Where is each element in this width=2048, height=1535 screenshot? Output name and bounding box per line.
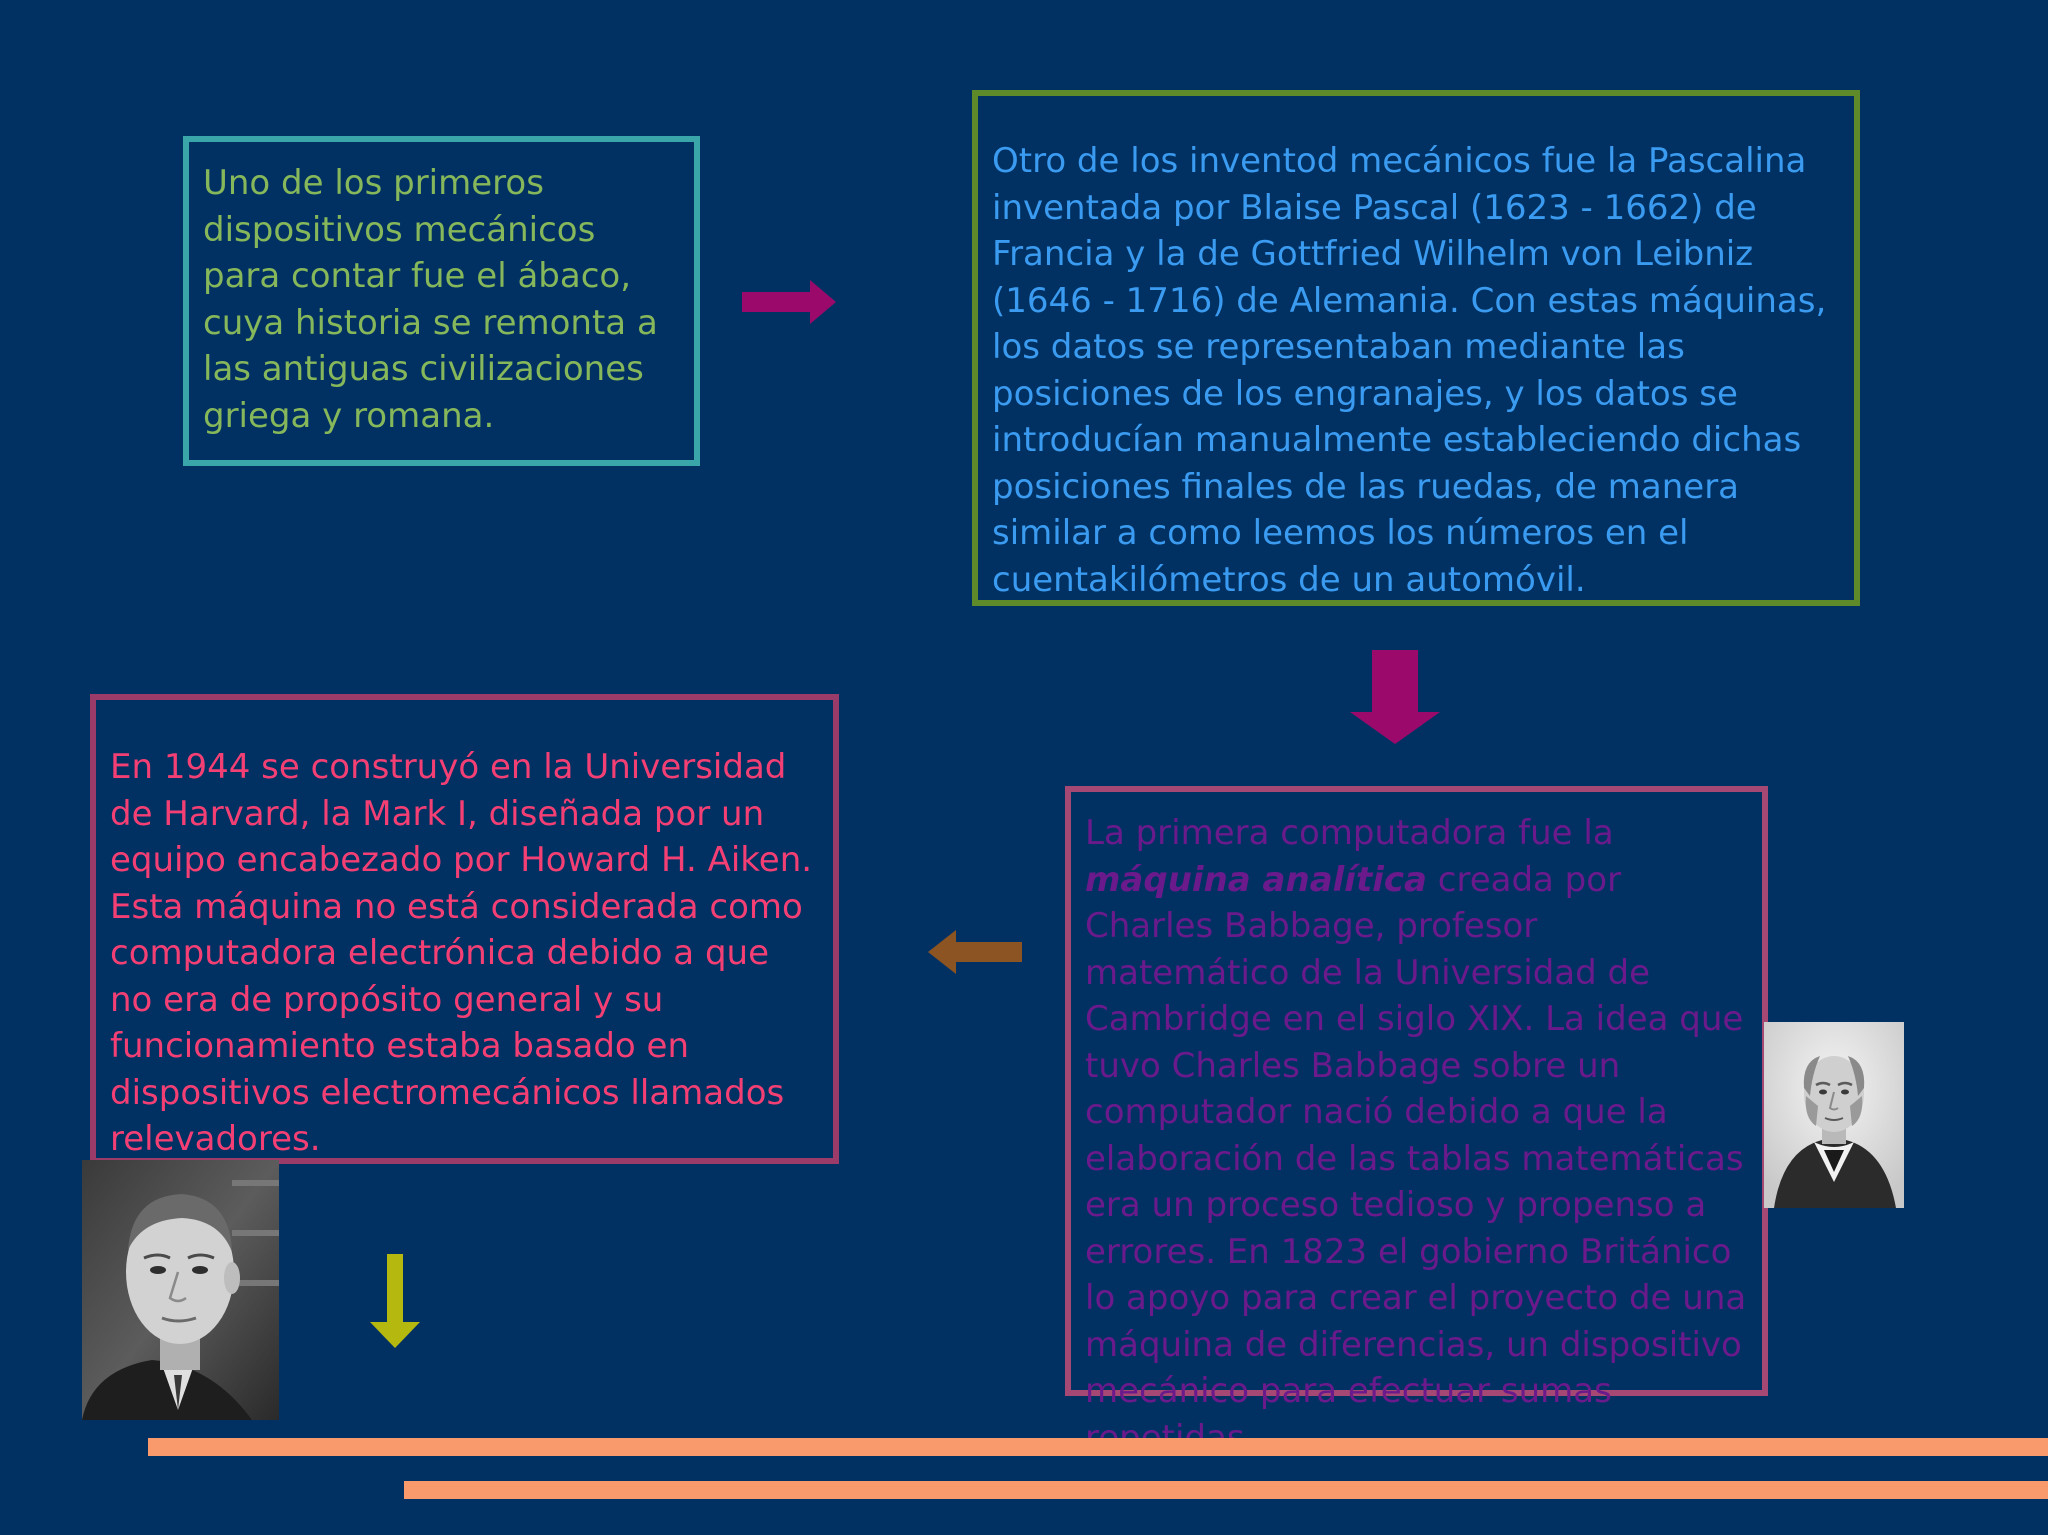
babbage-emphasis: máquina analítica: [1085, 859, 1427, 900]
arrow-down-small-icon: [370, 1254, 420, 1348]
babbage-text-rest: creada por Charles Babbage, profesor matemático de la Universidad de Cambridge en el siglo XIX. La idea que tuvo Charles Babbage sobre un computador nació debido a que la elaboración de las tablas matemáticas era un proceso tedioso y propenso a errores. En 1823 el gobierno Británico lo apoyo para crear el proyecto de una máquina de diferencias, un dispositivo mecánico para efectuar sumas: [1085, 859, 1747, 1411]
abacus-text-box: [183, 136, 700, 466]
babbage-text-box: [1065, 786, 1768, 1411]
mark-i-text-box: [90, 694, 839, 1164]
babbage-text: [1085, 810, 1748, 1461]
mark-i-text: En 1944 se construyó en la Universidad de Harvard, la Mark I, diseñada por un equipo encabezado por Howard H. Aiken. Esta máquina no está considerada como computadora electrónica debido a que no era de propósito general y su funcionamiento estaba basado en dispositivos electromecánicos llamados relevadores.: [110, 747, 813, 1159]
charles-babbage-portrait: [1764, 1022, 1904, 1208]
decor-bar-top: [148, 1438, 2048, 1456]
decor-bar-bottom: [404, 1481, 2048, 1499]
arrow-left-icon: [928, 930, 1022, 974]
babbage-text-intro: La primera computadora fue la: [1085, 813, 1614, 853]
pascalina-text-box: [972, 90, 1860, 606]
abacus-text: Uno de los primeros dispositivos mecánicos para contar fue el ábaco, cuya historia se remonta a las antiguas civilizaciones griega y romana.: [203, 163, 658, 436]
arrow-right-icon: [742, 280, 836, 324]
pascalina-text: Otro de los inventod mecánicos fue la Pascalina inventada por Blaise Pascal (1623 - 1662) de Francia y la de Gottfried Wilhelm von Leibniz (1646 - 1716) de Alemania. Con estas máquinas, los datos se representaban mediante las posiciones de los engranajes, y los datos se introducían manualmente estableciendo dichas posiciones finales de las ruedas, de manera similar a como leemos los números en el cuentakilómetros de un automóvil.: [992, 141, 1827, 600]
howard-aiken-portrait: [82, 1160, 279, 1420]
arrow-down-icon: [1350, 650, 1440, 744]
